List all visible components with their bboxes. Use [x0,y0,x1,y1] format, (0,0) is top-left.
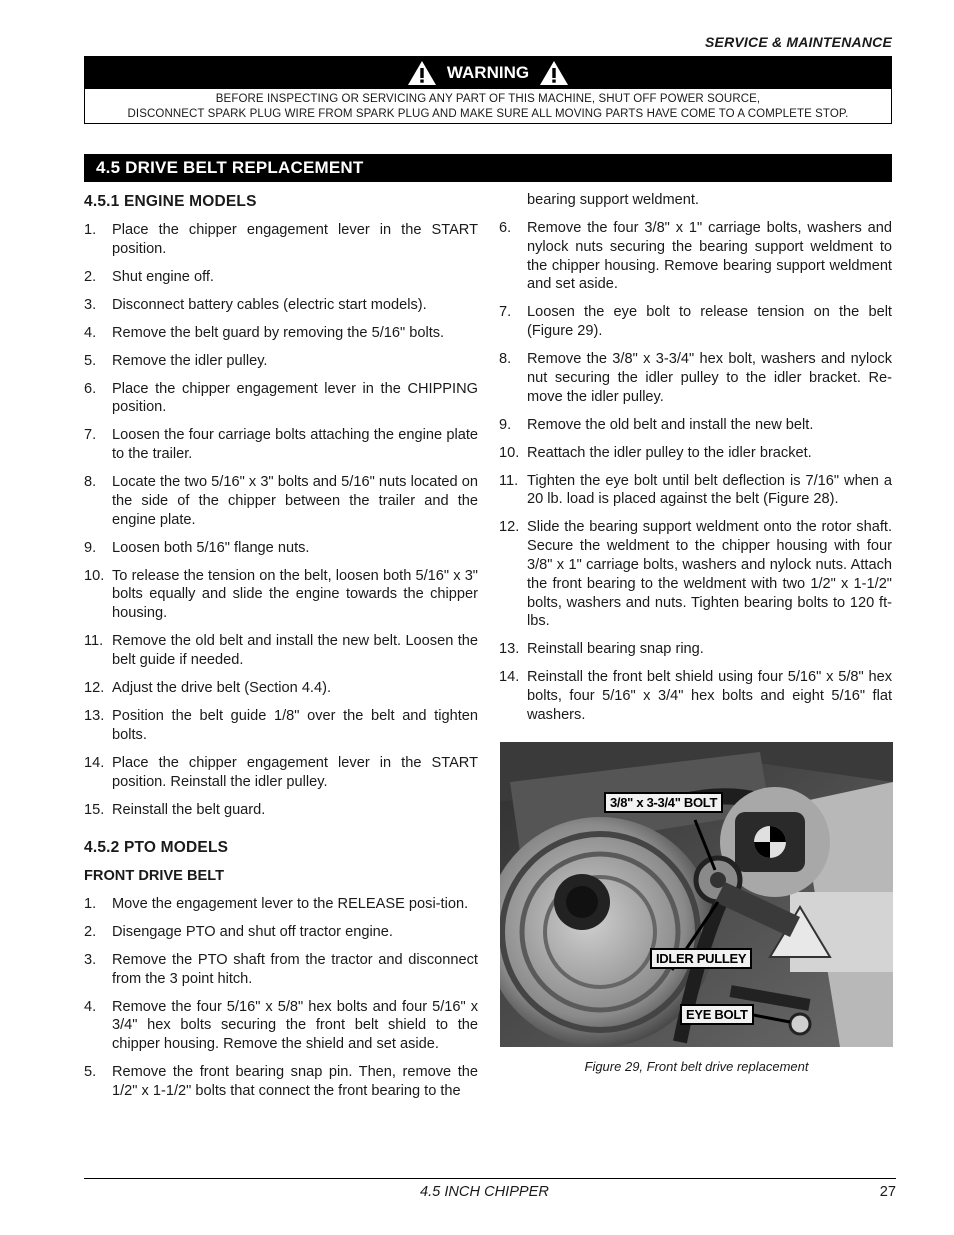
pto-models-heading: 4.5.2 PTO MODELS [84,839,229,857]
step-text: Tighten the eye bolt until belt deflection is 7/16" when a 20 lb. load is placed against the belt (Figure 28). [527,472,892,508]
step-number: 1. [84,895,97,912]
warning-triangle-icon [539,60,569,86]
idler-pulley-callout: IDLER PULLEY [650,948,752,969]
list-item [84,923,478,942]
step-number: 12. [499,519,520,536]
step-text: Slide the bearing support weldment onto the rotor shaft. Secure the weldment to the chipper housing with four 3/8" x 1" carriage bolts, washers and nylock nuts. Attach the front bearing to the weldment with two 1/2" x 1-1/2" bolts, washers and nuts. Tighten bearing bolts to 120 ft-lbs. [527,519,892,630]
pto-steps-list [84,895,478,1101]
belt-drive-illustration [500,742,893,1047]
list-item [499,416,892,435]
step-number: 2. [84,923,97,940]
step-number: 4. [84,998,97,1015]
step-text: Remove the 3/8" x 3-3/4" hex bolt, washers and nylock nut securing the idler pulley to the idler bracket. Re-move the idler pulley. [527,351,892,405]
front-drive-belt-heading: FRONT DRIVE BELT [84,868,224,885]
list-item [84,679,478,698]
list-item [499,472,892,510]
step-number: 5. [84,352,97,369]
engine-models-heading: 4.5.1 ENGINE MODELS [84,193,257,210]
list-item [84,268,478,287]
warning-bar [85,57,891,89]
step-text: Shut engine off. [112,268,214,285]
step-number: 8. [84,474,97,491]
list-item [499,668,892,724]
step-number: 3. [84,296,97,313]
step-text: Loosen both 5/16" flange nuts. [112,539,310,556]
step-text: Loosen the four carriage bolts attaching the engine plate to the trailer. [112,427,478,463]
step-text: Remove the four 5/16" x 5/8" hex bolts and four 5/16" x 3/4" hex bolts securing the front belt shield to the chipper housing. Remove the shield and set aside. [112,998,478,1053]
section-header: SERVICE & MAINTENANCE [705,34,892,50]
step-text: Remove the belt guard by removing the 5/16" bolts. [112,324,445,341]
list-item [84,296,478,315]
step-text: Remove the four 3/8" x 1" carriage bolts, washers and nylock nuts securing the bearing support weldment to the chipper housing. Remove bearing support weldment and set aside. [527,219,892,293]
step-number: 13. [84,707,105,724]
step-text: Reinstall the front belt shield using four 5/16" x 5/8" hex bolts, four 5/16" x 3/4" hex bolts and eight 5/16" flat washers. [527,669,892,724]
step-text: Loosen the eye bolt to release tension on the belt (Figure 29). [527,304,892,340]
section-title: 4.5 DRIVE BELT REPLACEMENT [84,154,892,182]
step-text: Remove the idler pulley. [112,352,268,369]
list-item [499,518,892,631]
step-number: 10. [84,567,105,584]
step-number: 3. [84,951,97,968]
step-text: Position the belt guide 1/8" over the belt and tighten bolts. [112,707,478,743]
step-text: Reinstall the belt guard. [112,801,266,818]
step-number: 11. [84,633,104,650]
step-continuation: bearing support weldment. [527,192,699,208]
step-number: 14. [499,669,520,686]
list-item [84,324,478,343]
list-item [84,380,478,418]
step-text: Remove the PTO shaft from the tractor and disconnect from the 3 point hitch. [112,951,478,987]
step-text: Locate the two 5/16" x 3" bolts and 5/16" nuts located on the side of the chipper between the trailer and the engine plate. [112,474,478,528]
warning-text [85,89,891,122]
step-text: Adjust the drive belt (Section 4.4). [112,680,332,696]
step-text: To release the tension on the belt, loosen both 5/16" x 3" bolts equally and slide the engine towards the chipper housing. [112,567,478,622]
step-text: Disengage PTO and shut off tractor engine. [112,923,393,940]
list-item [84,895,478,914]
warning-title: WARNING [446,63,530,82]
step-text: Place the chipper engagement lever in the START position. [112,221,478,257]
list-item [84,539,478,558]
step-number: 15. [84,801,105,818]
warning-line: DISCONNECT SPARK PLUG WIRE FROM SPARK PLUG AND MAKE SURE ALL MOVING PARTS HAVE COME TO A COMPLETE STOP. [127,108,849,120]
step-number: 6. [499,219,512,236]
step-number: 4. [84,324,97,341]
step-number: 5. [84,1064,97,1081]
list-item [499,640,892,659]
footer-rule [84,1178,896,1179]
list-item [499,219,892,294]
list-item [84,632,478,670]
step-number: 2. [84,268,97,285]
engine-steps-list [84,221,478,820]
list-item [84,801,478,820]
figure-caption: Figure 29, Front belt drive replacement [584,1059,809,1074]
warning-line: BEFORE INSPECTING OR SERVICING ANY PART OF THIS MACHINE, SHUT OFF POWER SOURCE, [215,93,761,105]
list-item [84,473,478,529]
list-item [84,998,478,1054]
list-item [499,350,892,406]
step-text: Place the chipper engagement lever in the CHIPPING position. [112,380,478,416]
step-number: 12. [84,680,105,696]
step-number: 7. [84,427,97,444]
figure-photo [500,742,893,1047]
eye-bolt-callout: EYE BOLT [680,1004,754,1025]
step-number: 8. [499,351,512,368]
step-number: 10. [499,444,520,461]
list-item [84,221,478,259]
right-column [499,191,892,734]
step-text: Reinstall bearing snap ring. [527,641,704,658]
step-number: 11. [499,472,519,489]
list-item [84,426,478,464]
step-text: Disconnect battery cables (electric start models). [112,296,427,313]
step-text: Reattach the idler pulley to the idler bracket. [527,444,812,461]
list-item [84,352,478,371]
step-text: Remove the old belt and install the new belt. Loosen the belt guide if needed. [112,633,478,669]
list-item [499,444,892,463]
left-column [84,191,478,1110]
step-text: Remove the front bearing snap pin. Then, remove the 1/2" x 1-1/2" bolts that connect the front bearing to the [112,1064,478,1100]
warning-box [84,56,892,124]
step-number: 9. [84,539,97,556]
step-text: Remove the old belt and install the new belt. [527,416,814,433]
list-item [84,951,478,989]
step-number: 9. [499,416,512,433]
step-text: Place the chipper engagement lever in the START position. Reinstall the idler pulley. [112,754,478,790]
pto-steps-list-continued [499,219,892,725]
step-number: 14. [84,754,105,771]
footer-title: 4.5 INCH CHIPPER [420,1184,549,1200]
step-text: Move the engagement lever to the RELEASE posi-tion. [112,895,469,912]
list-item [84,754,478,792]
bolt-callout: 3/8" x 3-3/4" BOLT [604,792,723,813]
list-item [84,1063,478,1101]
step-number: 7. [499,304,512,321]
page-number: 27 [879,1184,896,1200]
warning-triangle-icon [407,60,437,86]
list-item [84,567,478,623]
list-item [84,707,478,745]
step-number: 13. [499,641,520,658]
list-item [499,303,892,341]
step-number: 6. [84,380,97,397]
step-number: 1. [84,221,97,238]
